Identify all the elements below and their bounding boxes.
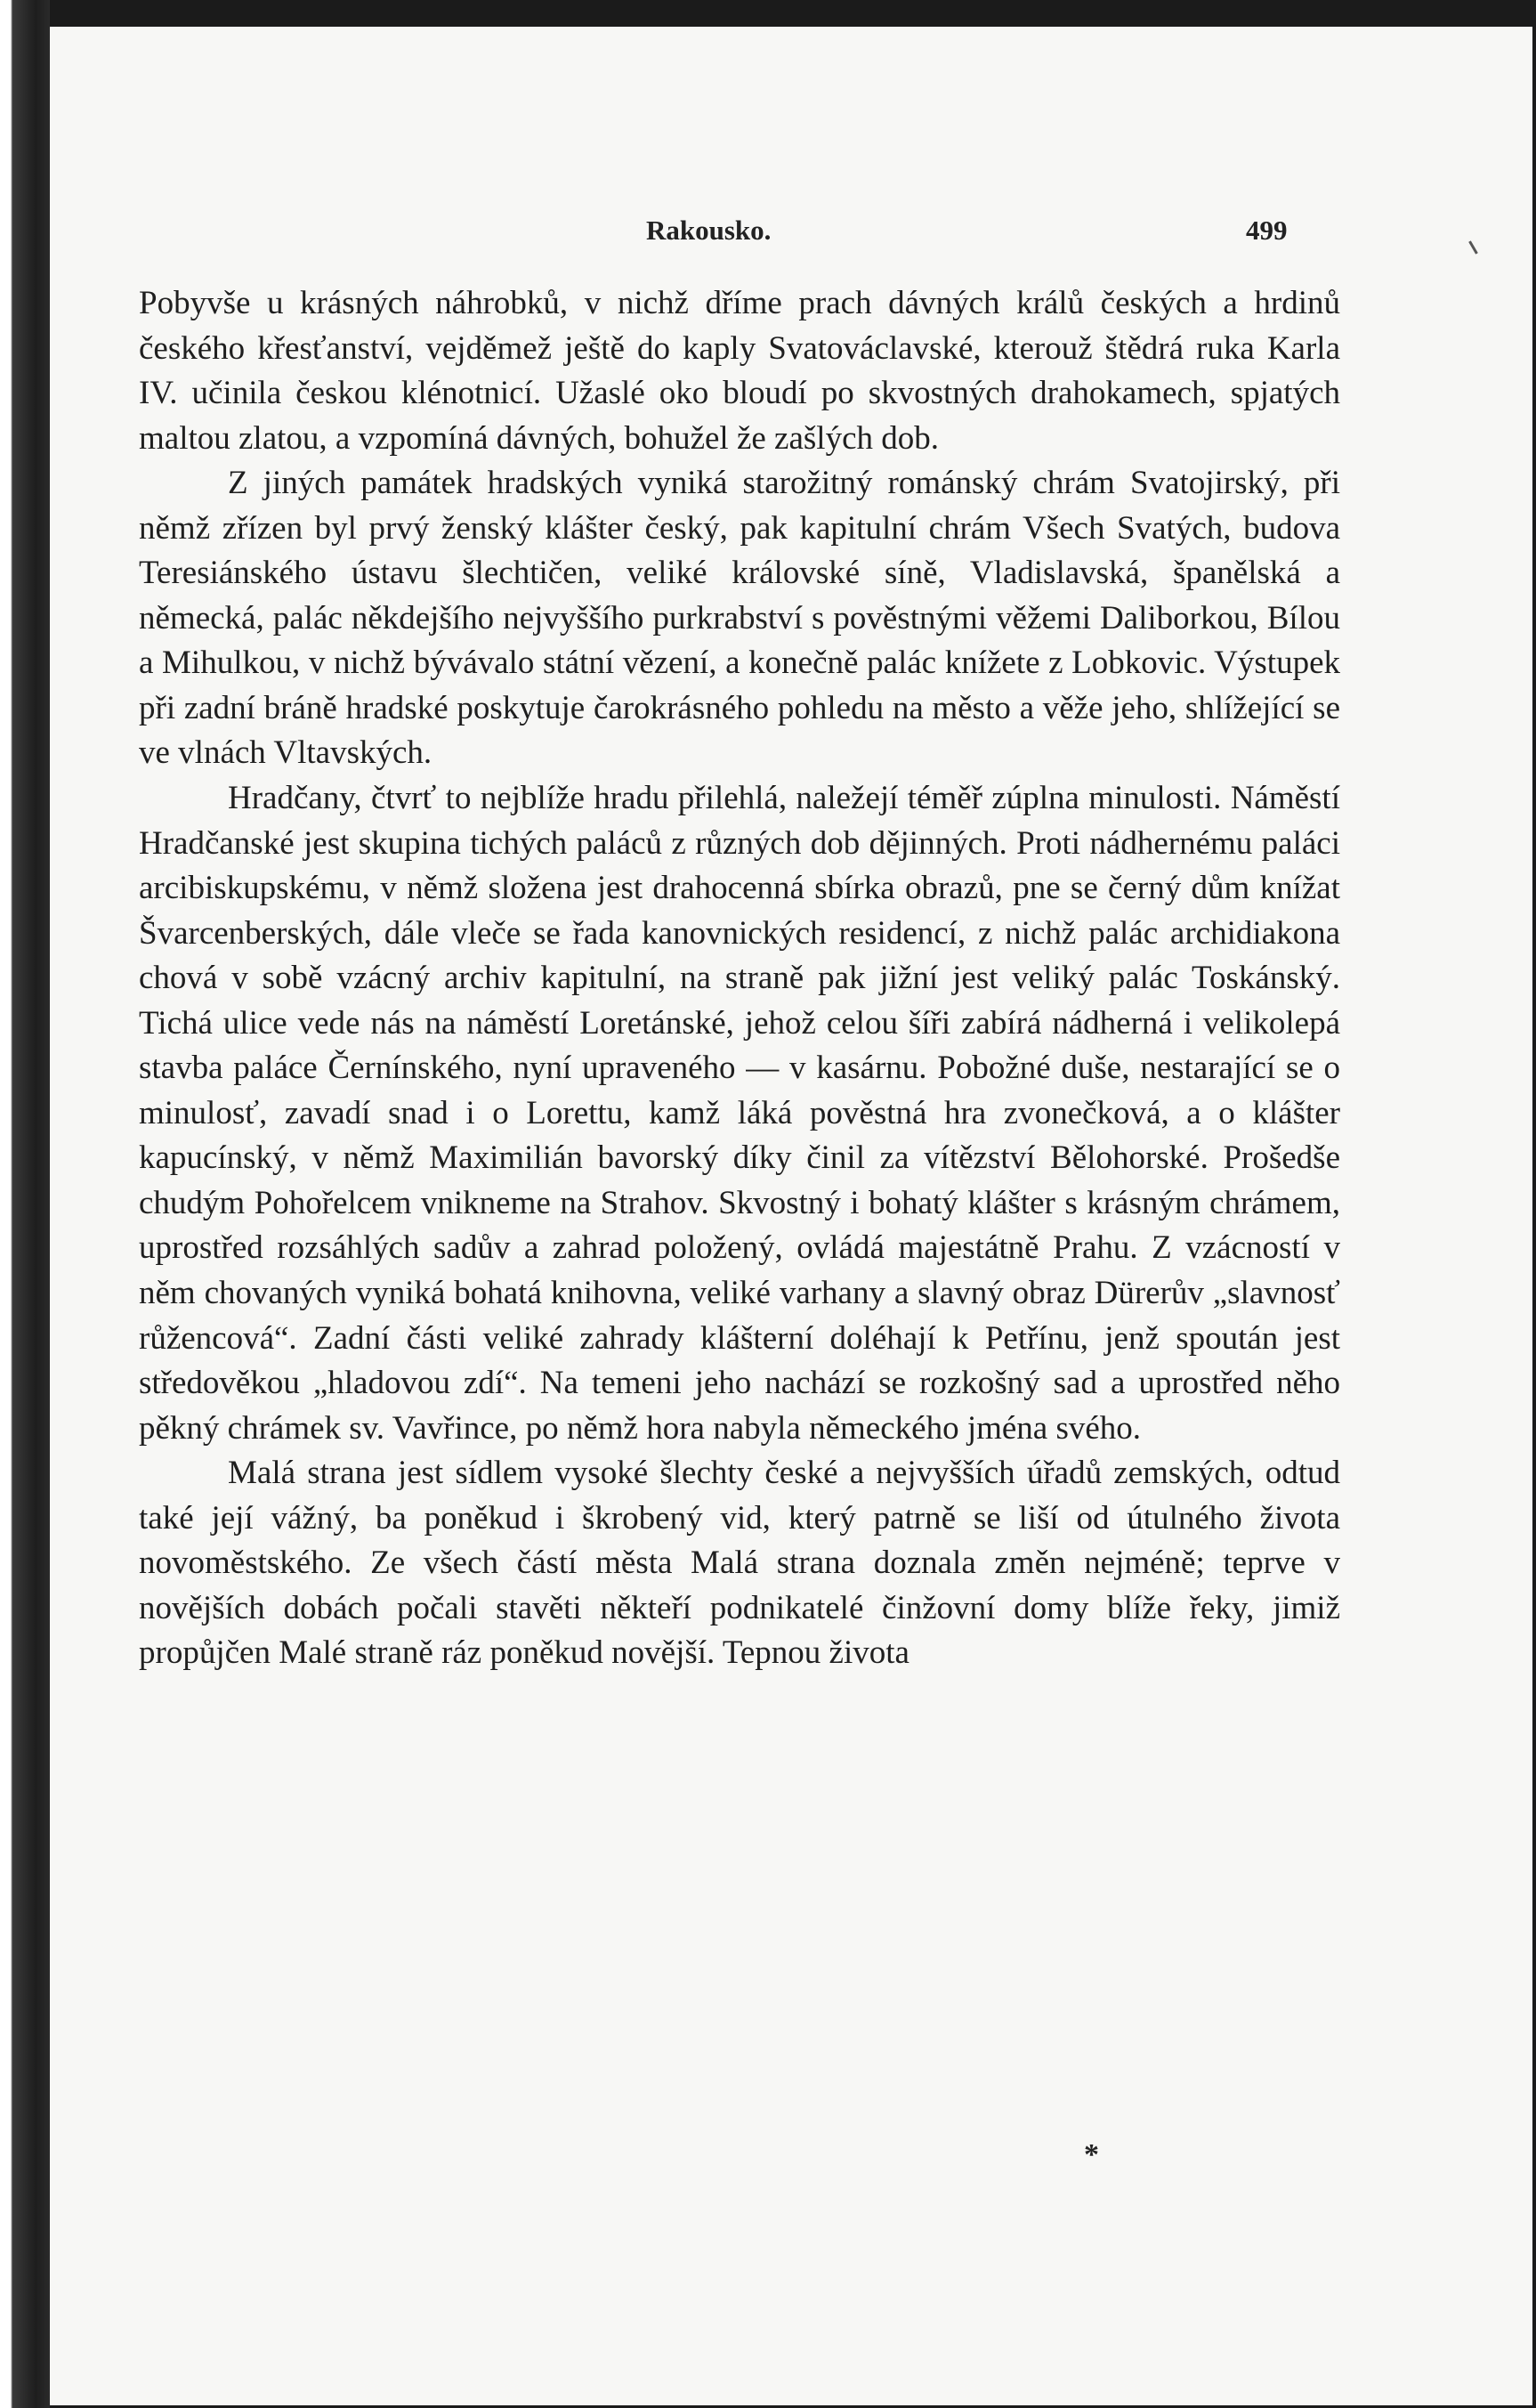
signature-mark: * [1084,2138,1099,2171]
paragraph-3: Hradčany, čtvrť to nejblíže hradu přilehlá, naležejí téměř zúplna minulosti. Náměstí Hradčanské jest skupina tichých paláců z různých dob dějinných. Proti nádhernému paláci arcibiskupskému, v němž složena jest drahocenná sbírka obrazů, pne se černý dům knížat Švarcenberských, dále vleče se řada kanovnických residencí, z nichž palác archidiakona chová v sobě vzácný archiv kapitulní, na straně pak jižní jest veliký palác Toskánský. Tichá ulice vede nás na náměstí Loretánské, jehož celou šíři zabírá nádherná i velikolepá stavba paláce Černínského, nyní upraveného — v kasárnu. Pobožné duše, nestarající se o minulosť, zavadí snad i o Lorettu, kamž láká pověstná hra zvonečková, a o klášter kapucínský, v němž Maximilián bavorský díky činil za vítězství Bělohorské. Prošedše chudým Pohořelcem vnikneme na Strahov. Skvostný i bohatý klášter s krásným chrámem, uprostřed rozsáhlých sadův a zahrad položený, ovládá majestátně Prahu. Z vzácností v něm chovaných vyniká bohatá knihovna, veliké varhany a slavný obraz Dürerův „slavnosť růžencová“. Zadní části veliké zahrady klášterní doléhají k Petřínu, jenž spoután jest středověkou „hladovou zdí“. Na temeni jeho nachází se rozkošný sad a uprostřed něho pěkný chrámek sv. Vavřince, po němž hora nabyla německého jména svého. [139,780,1340,1447]
running-head [50,191,1532,246]
paragraph-2: Z jiných památek hradských vyniká starožitný románský chrám Svatojirský, při němž zřízen byl prvý ženský klášter český, pak kapitulní chrám Všech Svatých, budova Teresiánského ústavu šlechtičen, veliké královské síně, Vladislavská, španělská a německá, palác někdejšího nejvyššího purkrabství s pověstnými věžemi Daliborkou, Bílou a Mihulkou, v nichž bývávalo státní vězení, a konečně palác knížete z Lobkovic. Výstupek při zadní bráně hradské poskytuje čarokrásného pohledu na město a věže jeho, shlížející se ve vlnách Vltavských. [139,465,1340,772]
paragraph-4: Malá strana jest sídlem vysoké šlechty české a nejvyšších úřadů zemských, odtud také její vážný, ba poněkud i škrobený vid, který patrně se liší od útulného života novoměstského. Ze všech částí města Malá strana doznala změn nejméně; teprve v novějších dobách počali stavěti někteří podnikatelé činžovní domy blíže řeky, jimiž propůjčen Malé straně ráz poněkud novější. Tepnou života [139,1455,1340,1672]
running-title: Rakousko. [646,215,772,246]
body-text [139,281,1340,1676]
paragraph-1: Pobyvše u krásných náhrobků, v nichž dříme prach dávných králů českých a hrdinů českého křesťanství, vejděmež ještě do kaply Svatováclavské, kterouž štědrá ruka Karla IV. učinila českou klénotnicí. Užaslé oko bloudí po skvostných drahokamech, spjatých maltou zlatou, a vzpomíná dávných, bohužel že zašlých dob. [139,285,1340,457]
book-page [50,27,1532,2405]
print-mark [1468,240,1478,254]
book-gutter [0,0,50,2408]
page-number: 499 [1246,215,1288,246]
